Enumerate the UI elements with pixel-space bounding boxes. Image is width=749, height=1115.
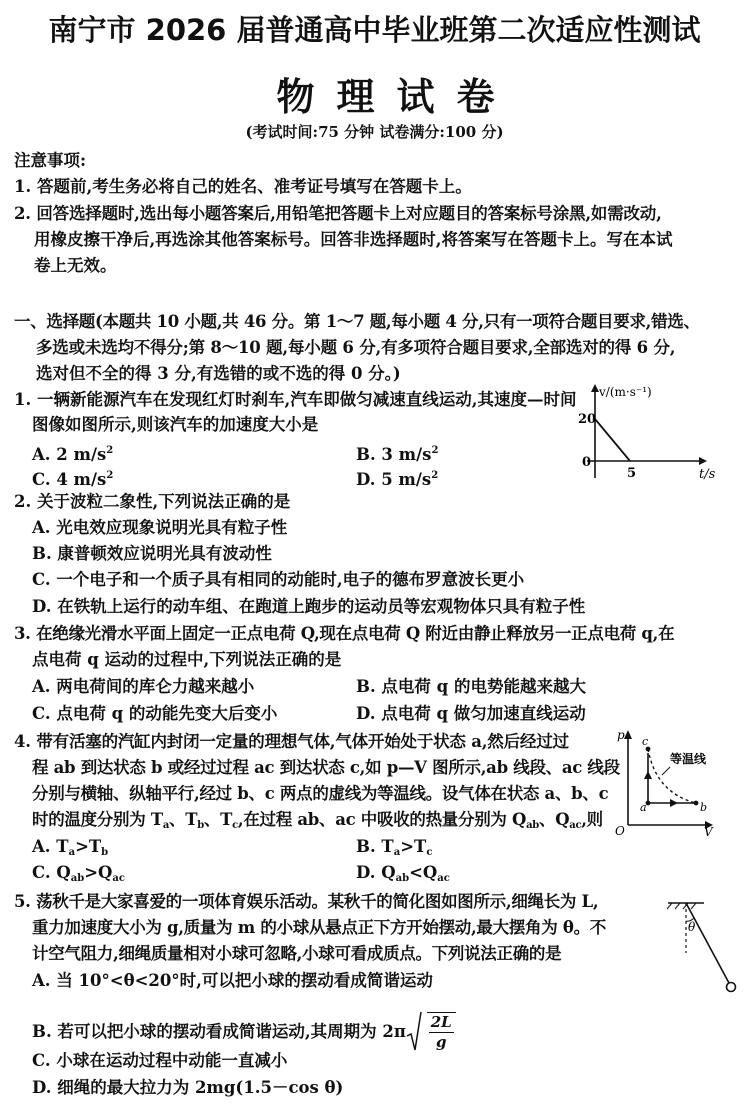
q5-stem-line-1: 5. 荡秋千是大家喜爱的一项体育娱乐活动。某秋千的简化图如图所示,细绳长为 L,: [14, 892, 599, 911]
q5-stem-line-3: 计空气阻力,细绳质量相对小球可忽略,小球可看成质点。下列说法正确的是: [32, 944, 562, 963]
notes-item-2-line-2: 用橡皮擦干净后,再选涂其他答案标号。回答非选择题时,将答案写在答题卡上。写在本试: [34, 230, 673, 249]
q2-option-c: C. 一个电子和一个质子具有相同的动能时,电子的德布罗意波长更小: [32, 570, 525, 589]
q5-option-b: B. 若可以把小球的摆动看成简谐运动,其周期为 2π $\frac{2L}{g}$: [32, 1010, 456, 1054]
q1-graph-x-tick: 5: [627, 466, 637, 481]
q3-option-a: A. 两电荷间的库仑力越来越小: [32, 677, 255, 696]
exam-title: 南宁市 2026 届普通高中毕业班第二次适应性测试: [48, 13, 701, 47]
q5-option-d: D. 细绳的最大拉力为 2mg(1.5－cos θ): [32, 1078, 344, 1097]
q4-diagram-v-label: V: [704, 825, 713, 837]
q4-diagram-label-a: a: [640, 801, 647, 814]
q4-diagram-isotherm-label: 等温线: [670, 752, 707, 766]
q1-graph-origin: 0: [582, 455, 592, 470]
section-1-line-1: 一、选择题(本题共 10 小题,共 46 分。第 1～7 题,每小题 4 分,只有一项符合题目要求,错选、: [14, 312, 700, 331]
q1-graph-y-label: v/(m·s⁻¹): [599, 385, 652, 399]
section-1-line-2: 多选或未选均不得分;第 8～10 题,每小题 6 分,有多项符合题目要求,全部选对的得 6 分,: [36, 338, 676, 357]
notes-heading: 注意事项:: [14, 151, 87, 170]
q4-diagram-p-label: p: [617, 728, 625, 742]
q3-option-c: C. 点电荷 q 的动能先变大后变小: [32, 704, 278, 723]
q2-option-a: A. 光电效应现象说明光具有粒子性: [32, 518, 288, 537]
q2-stem: 2. 关于波粒二象性,下列说法正确的是: [14, 492, 291, 511]
q5-stem-line-2: 重力加速度大小为 g,质量为 m 的小球从悬点正下方开始摆动,最大摆角为 θ。不: [32, 918, 606, 937]
q1-stem-line-2: 图像如图所示,则该汽车的加速度大小是: [32, 415, 319, 434]
q4-diagram-label-c: c: [642, 735, 649, 748]
q5-option-b-denominator: g: [435, 1033, 447, 1051]
exam-info: (考试时间:75 分钟 试卷满分:100 分): [245, 123, 504, 141]
q4-diagram-ab-arrow: [670, 799, 678, 807]
q5-diagram-theta-label: θ: [688, 920, 696, 934]
q4-pv-diagram: [612, 727, 720, 837]
q5-diagram-hatch: [691, 903, 696, 909]
q4-diagram-p-arrow: [624, 730, 632, 739]
q1-graph-line: [595, 419, 630, 461]
q5-diagram-hatch: [675, 903, 680, 909]
q1-graph-t-arrow: [699, 457, 707, 465]
q5-swing-diagram: [660, 895, 740, 997]
q5-diagram-ball: [727, 983, 736, 992]
q1-stem-line-1: 1. 一辆新能源汽车在发现红灯时刹车,汽车即做匀减速直线运动,其速度—时间: [14, 390, 577, 409]
notes-item-1: 1. 答题前,考生务必将自己的姓名、准考证号填写在答题卡上。: [14, 177, 472, 196]
q5-diagram-rope: [686, 903, 729, 983]
notes-item-2-line-1: 2. 回答选择题时,选出每小题答案后,用铅笔把答题卡上对应题目的答案标号涂黑,如需改动,: [14, 204, 662, 223]
q3-stem-line-2: 点电荷 q 运动的过程中,下列说法正确的是: [32, 650, 342, 669]
q1-option-b: B. 3 $m/s^2$: [356, 445, 439, 464]
q1-graph-v-arrow: [591, 384, 599, 392]
q1-option-d: D. 5 $m/s^2$: [356, 470, 439, 489]
q3-option-b: B. 点电荷 q 的电势能越来越大: [356, 677, 586, 696]
notes-item-2-line-3: 卷上无效。: [34, 256, 117, 275]
q5-option-c: C. 小球在运动过程中动能一直减小: [32, 1051, 288, 1070]
q4-diagram-origin: O: [615, 824, 625, 837]
q4-diagram-isotherm-pointer: [662, 767, 670, 775]
q4-diagram-point-b: [694, 801, 699, 806]
q1-option-c: C. 4 $m/s^2$: [32, 470, 114, 489]
section-1-line-3: 选对但不全的得 3 分,有选错的或不选的得 0 分。): [36, 364, 401, 383]
q4-stem-line-2: 程 ab 到达状态 b 或经过过程 ac 到达状态 c,如 p—V 图所示,ab 线段、ac 线段: [32, 758, 620, 777]
q1-option-a: A. 2 $m/s^2$: [32, 445, 114, 464]
q4-stem-line-3: 分别与横轴、纵轴平行,经过 b、c 两点的虚线为等温线。设气体在状态 a、b、c: [32, 784, 609, 803]
q5-option-b-sqrt: [406, 1010, 456, 1054]
q1-velocity-time-graph: [575, 382, 725, 490]
subject-title: 物理试卷: [276, 75, 517, 119]
q5-option-a: A. 当 10°<θ<20°时,可以把小球的摆动看成简谐运动: [32, 971, 433, 990]
q3-stem-line-1: 3. 在绝缘光滑水平面上固定一正点电荷 Q,现在点电荷 Q 附近由静止释放另一正点电荷 q,在: [14, 624, 675, 643]
q4-option-c: C. $Q_{ab}>Q_{ac}$: [32, 863, 125, 884]
q4-stem-line-1: 4. 带有活塞的汽缸内封闭一定量的理想气体,气体开始处于状态 a,然后经过过: [14, 732, 569, 751]
q4-diagram-ac-arrow: [644, 771, 652, 779]
q2-option-b: B. 康普顿效应说明光具有波动性: [32, 544, 272, 563]
sqrt-sign-icon: [406, 1010, 422, 1054]
q4-option-d: D. $Q_{ab}<Q_{ac}$: [356, 863, 450, 884]
q5-diagram-hatch: [667, 903, 672, 909]
q1-graph-y-tick: 20: [578, 412, 597, 427]
q4-option-a: A. $T_a>T_b$: [32, 837, 109, 858]
q5-option-b-numerator: 2L: [430, 1013, 452, 1031]
q4-diagram-label-b: b: [700, 801, 708, 814]
q2-option-d: D. 在铁轨上运行的动车组、在跑道上跑步的运动员等宏观物体只具有粒子性: [32, 597, 586, 616]
q1-graph-x-label: t/s: [699, 467, 716, 482]
q3-option-d: D. 点电荷 q 做匀加速直线运动: [356, 704, 586, 723]
q4-stem-line-4: 时的温度分别为 $T_a$、$T_b$、$T_c$,在过程 ab、ac 中吸收的热量分别为 $Q_{ab}$、$Q_{ac}$,则: [32, 810, 603, 831]
q4-option-b: B. $T_a>T_c$: [356, 837, 433, 858]
